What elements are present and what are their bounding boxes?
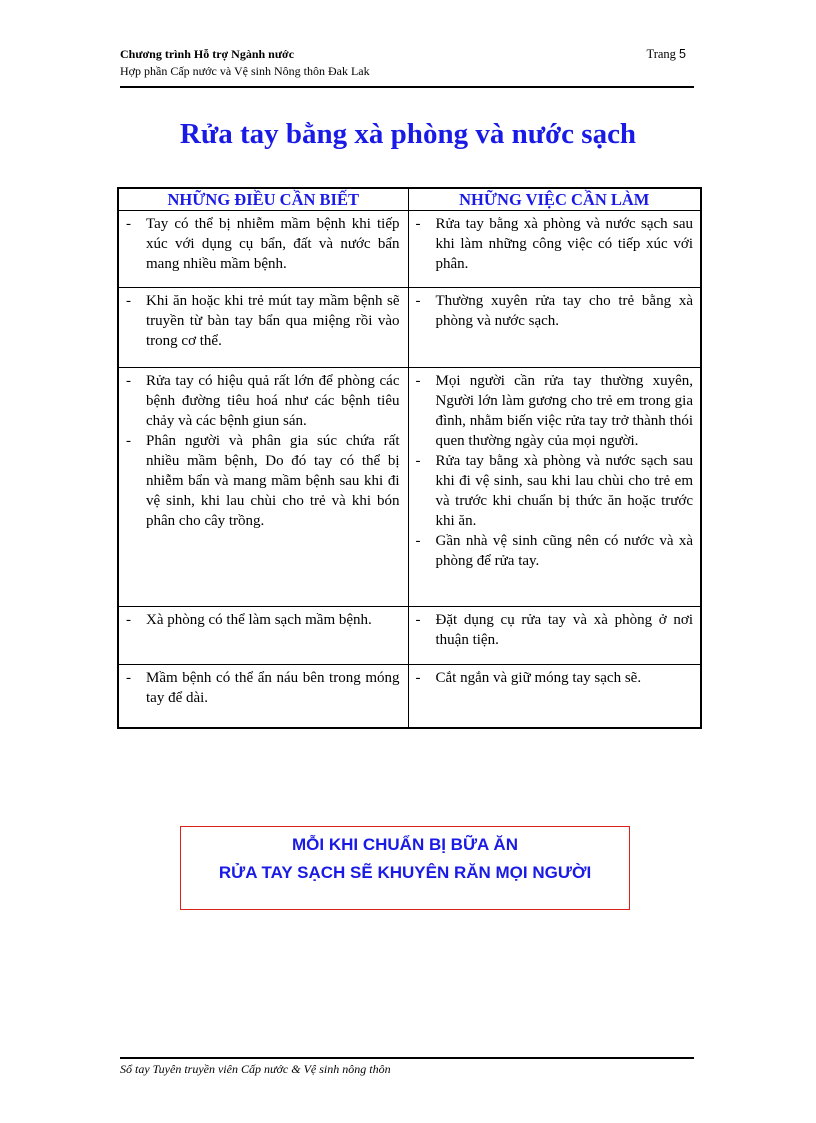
- info-table: [117, 187, 702, 729]
- list-item: [414, 214, 694, 274]
- table-row: [118, 211, 701, 288]
- item-text: Rửa tay bằng xà phòng và nước sạch sau khi làm những công việc có tiếp xúc với phân.: [435, 216, 693, 272]
- list-item: [414, 291, 694, 331]
- cell-do: [408, 288, 701, 368]
- item-text: Tay có thể bị nhiễm mầm bệnh khi tiếp xúc với dụng cụ bẩn, đất và nước bẩn mang nhiều mầm bệnh.: [146, 216, 400, 272]
- bullet-list: [414, 291, 694, 331]
- bullet-list: [414, 371, 694, 571]
- bullet-list: [124, 291, 400, 351]
- bullet-list: [124, 214, 400, 274]
- cell-know: [118, 368, 408, 607]
- bullet-list: [414, 668, 694, 688]
- bullet-dash: -: [415, 216, 421, 232]
- list-item: [414, 668, 694, 688]
- list-item: [124, 214, 400, 274]
- column-header-know: NHỮNG ĐIỀU CẦN BIẾT: [118, 188, 408, 211]
- cell-know: [118, 665, 408, 729]
- item-text: Mọi người cần rửa tay thường xuyên, Người lớn làm gương cho trẻ em trong gia đình, nhằm biến việc rửa tay trở thành thói quen thường ngày của mọi người.: [435, 373, 693, 449]
- page-header: [120, 46, 694, 80]
- table-row: [118, 665, 701, 729]
- bullet-dash: -: [415, 453, 421, 469]
- bullet-dash: -: [415, 670, 421, 686]
- cell-do: [408, 607, 701, 665]
- item-text: Đặt dụng cụ rửa tay và xà phòng ở nơi thuận tiện.: [435, 612, 693, 648]
- item-text: Xà phòng có thể làm sạch mầm bệnh.: [146, 612, 372, 628]
- item-text: Rửa tay có hiệu quả rất lớn để phòng các bệnh đường tiêu hoá như các bệnh tiêu chảy và các bệnh giun sán.: [146, 373, 400, 429]
- page-number-value: 5: [679, 47, 686, 61]
- table-row: [118, 607, 701, 665]
- bullet-dash: -: [126, 670, 131, 686]
- bullet-dash: -: [415, 533, 421, 549]
- cell-do: [408, 211, 701, 288]
- list-item: [124, 431, 400, 531]
- bullet-list: [124, 668, 400, 708]
- bullet-dash: -: [126, 433, 131, 449]
- item-text: Phân người và phân gia súc chứa rất nhiều mầm bệnh, Do đó tay có thể bị nhiễm bẩn và mang mầm bệnh sau khi đi vệ sinh, khi lau chùi cho trẻ và khi bón phân cho cây trồng.: [146, 433, 400, 529]
- item-text: Mầm bệnh có thể ẩn náu bên trong móng tay để dài.: [146, 670, 400, 706]
- bullet-dash: -: [415, 293, 421, 309]
- document-title: Rửa tay bằng xà phòng và nước sạch: [179, 118, 637, 150]
- list-item: [124, 371, 400, 431]
- cell-do: [408, 368, 701, 607]
- bullet-dash: -: [126, 216, 131, 232]
- item-text: Thường xuyên rửa tay cho trẻ bằng xà phòng và nước sạch.: [435, 293, 693, 329]
- list-item: [414, 610, 694, 650]
- bullet-dash: -: [126, 293, 131, 309]
- list-item: [124, 668, 400, 708]
- header-component: Hợp phần Cấp nước và Vệ sinh Nông thôn Đak Lak: [120, 64, 370, 78]
- bullet-dash: -: [415, 373, 421, 389]
- notice-line-1: MỖI KHI CHUẨN BỊ BỮA ĂN: [292, 835, 518, 854]
- table-header-row: [118, 188, 701, 211]
- item-text: Gần nhà vệ sinh cũng nên có nước và xà phòng để rửa tay.: [435, 533, 693, 569]
- page-label: Trang: [646, 47, 676, 61]
- bullet-list: [414, 214, 694, 274]
- bullet-list: [124, 610, 400, 630]
- column-header-do: NHỮNG VIỆC CẦN LÀM: [408, 188, 701, 211]
- page-footer: Sổ tay Tuyên truyền viên Cấp nước & Vệ sinh nông thôn: [120, 1062, 391, 1076]
- bullet-dash: -: [126, 612, 131, 628]
- header-program: Chương trình Hỗ trợ Ngành nước: [120, 47, 295, 61]
- list-item: [414, 531, 694, 571]
- cell-know: [118, 288, 408, 368]
- list-item: [124, 610, 400, 630]
- page-number: [647, 46, 687, 63]
- cell-do: [408, 665, 701, 729]
- list-item: [124, 291, 400, 351]
- notice-line-2: RỬA TAY SẠCH SẼ KHUYÊN RĂN MỌI NGƯỜI: [218, 863, 592, 882]
- table-row: [118, 368, 701, 607]
- notice-box: [180, 826, 630, 910]
- table-row: [118, 288, 701, 368]
- cell-know: [118, 607, 408, 665]
- bullet-list: [414, 610, 694, 650]
- bullet-list: [124, 371, 400, 531]
- item-text: Rửa tay bằng xà phòng và nước sạch sau khi đi vệ sinh, sau khi lau chùi cho trẻ em và trước khi chuẩn bị thức ăn hoặc trước khi ăn.: [435, 453, 693, 529]
- list-item: [414, 371, 694, 451]
- list-item: [414, 451, 694, 531]
- item-text: Cắt ngắn và giữ móng tay sạch sẽ.: [435, 670, 642, 686]
- header-rule: [120, 86, 694, 88]
- cell-know: [118, 211, 408, 288]
- table-body: [118, 211, 701, 729]
- item-text: Khi ăn hoặc khi trẻ mút tay mầm bệnh sẽ truyền từ bàn tay bẩn qua miệng rồi vào trong cơ thể.: [146, 293, 400, 349]
- footer-rule: [120, 1057, 694, 1059]
- bullet-dash: -: [415, 612, 421, 628]
- bullet-dash: -: [126, 373, 131, 389]
